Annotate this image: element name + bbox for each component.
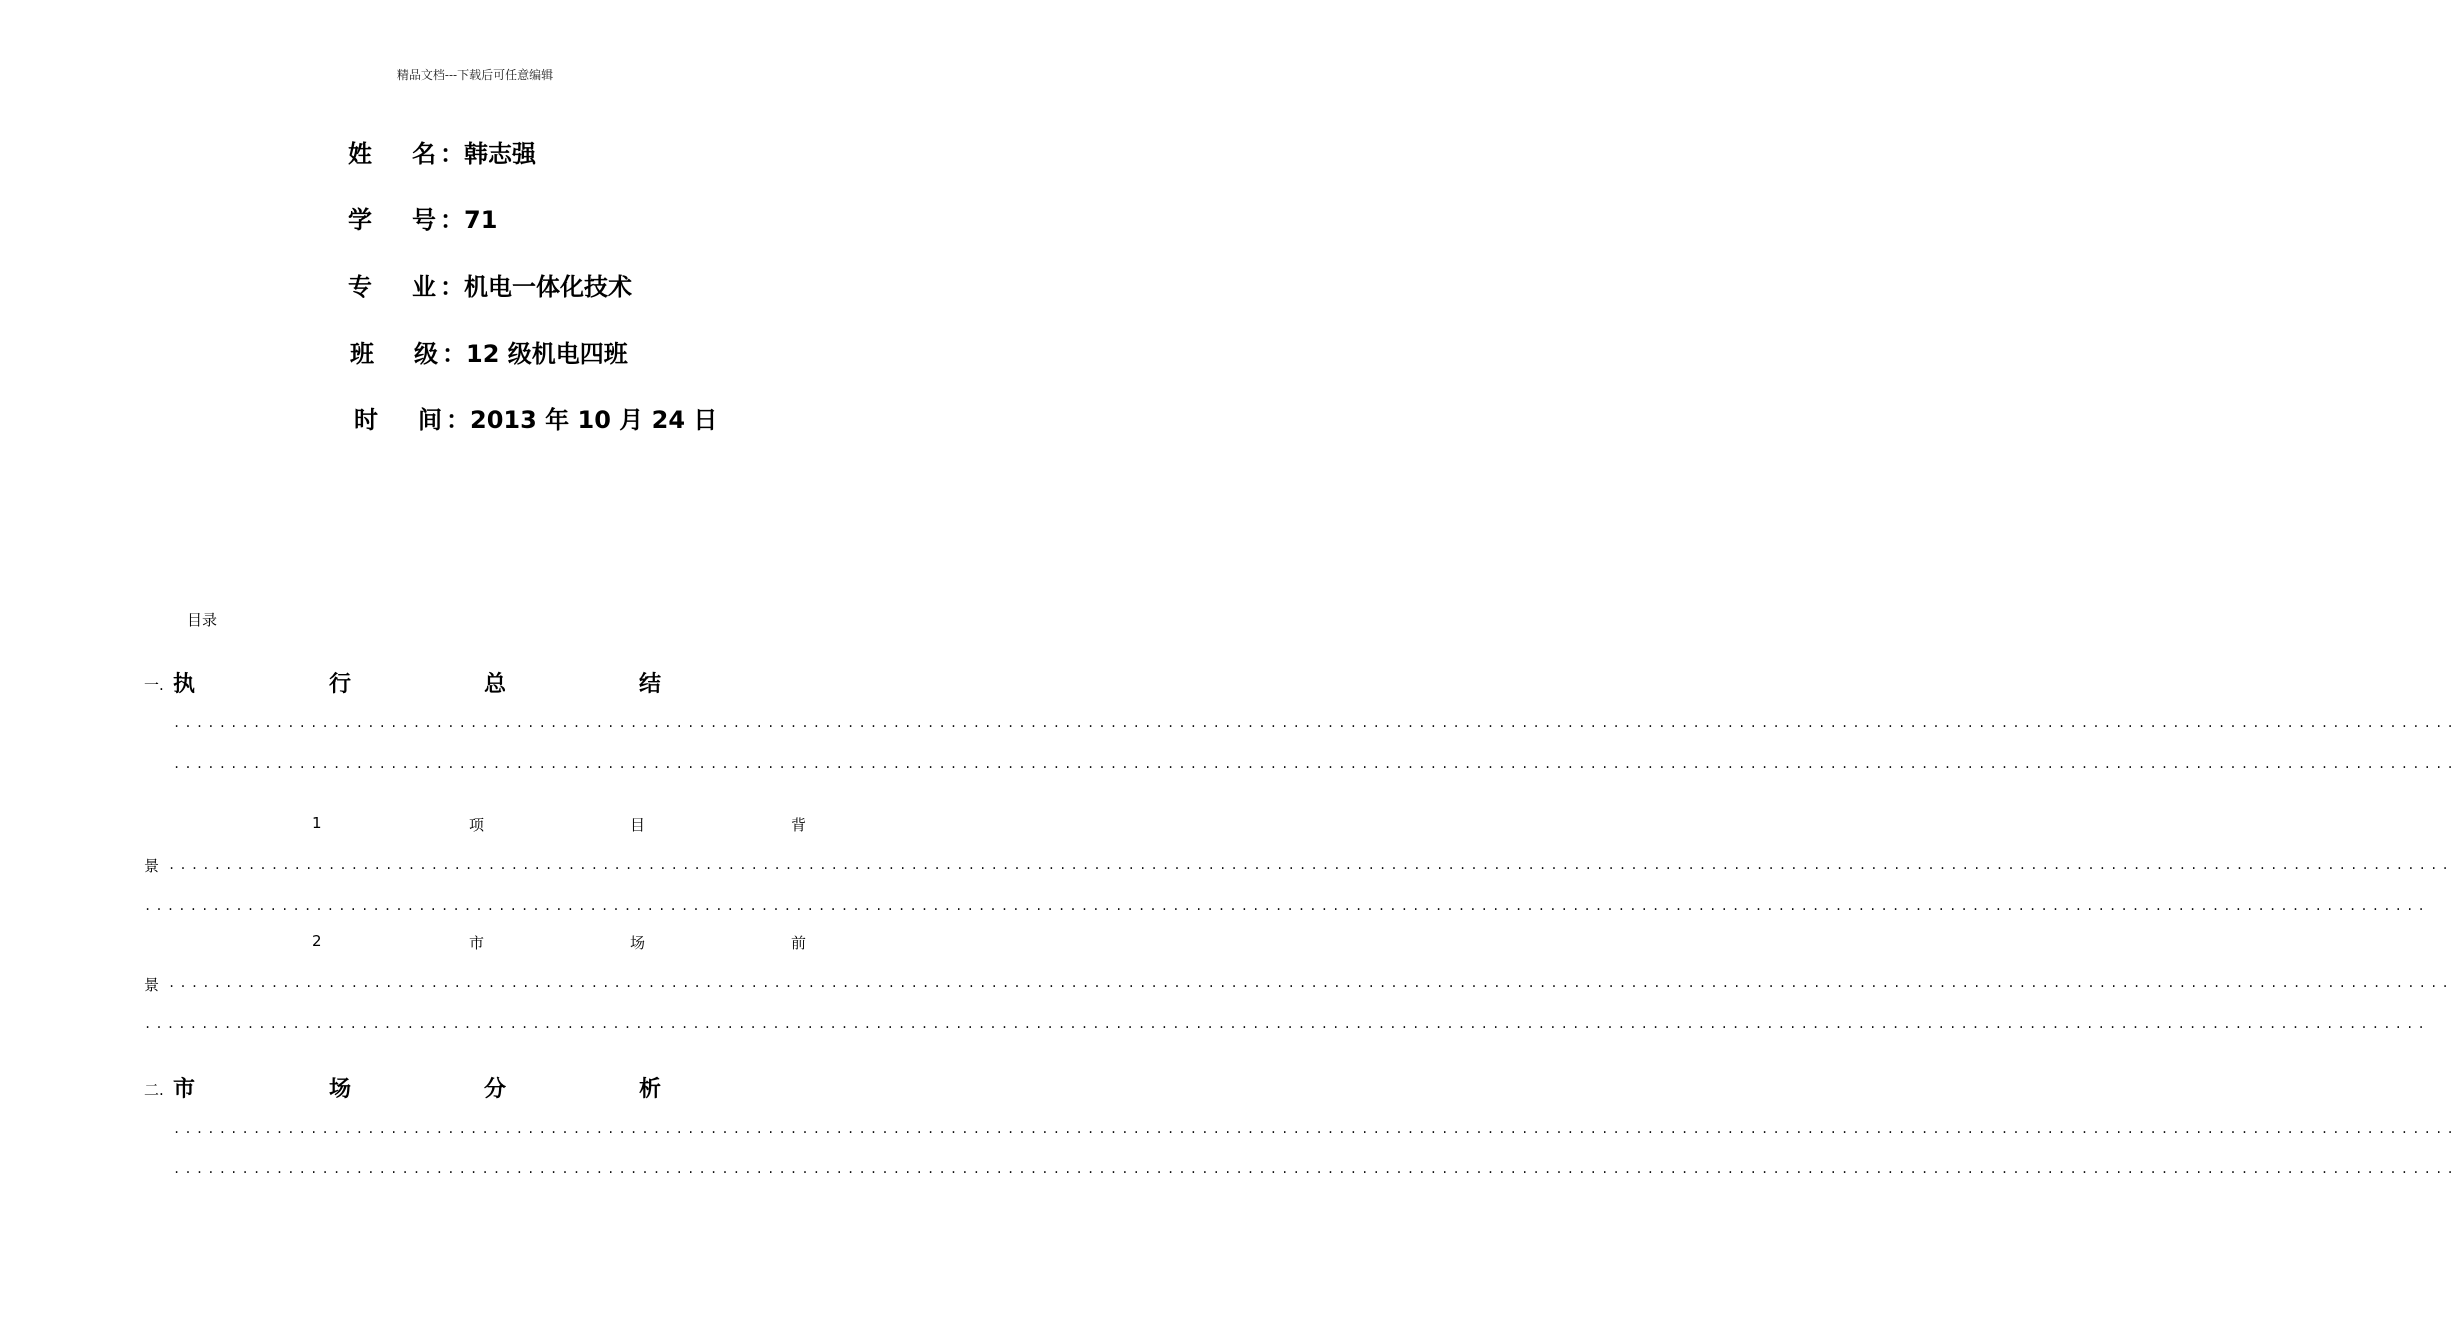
toc-leader-dots: ........................................................................................................................................................................................................ bbox=[168, 858, 2453, 872]
section-char: 结 bbox=[639, 672, 662, 697]
toc-subsection-1[interactable] bbox=[144, 814, 814, 834]
info-key-2: 名 bbox=[412, 140, 436, 168]
info-row-class bbox=[350, 334, 750, 366]
info-key-1: 时 bbox=[354, 406, 378, 434]
info-key-1: 姓 bbox=[348, 140, 372, 168]
subsection-char: 前 bbox=[791, 934, 807, 952]
toc-leader-dots: ........................................................................................................................................................................................................ bbox=[173, 1122, 2458, 1136]
subsection-char: 1 bbox=[312, 814, 322, 832]
toc-leader-dots: ........................................................................................................................................................................................................ bbox=[144, 899, 2429, 913]
info-key-2: 号 bbox=[412, 206, 436, 234]
info-key-1: 专 bbox=[348, 273, 372, 301]
info-key-1: 班 bbox=[350, 340, 374, 368]
subsection-char: 目 bbox=[630, 816, 646, 834]
info-row-date bbox=[354, 400, 754, 432]
subsection-continuation: 景 bbox=[144, 976, 160, 994]
toc-leader-dots: ........................................................................................................................................................................................................ bbox=[168, 976, 2453, 990]
section-number: 二. bbox=[144, 1081, 164, 1099]
toc-subsection-2[interactable] bbox=[144, 932, 814, 952]
section-char: 总 bbox=[484, 672, 507, 697]
section-char: 场 bbox=[329, 1077, 352, 1102]
section-number: 一. bbox=[144, 676, 164, 694]
info-row-student-id bbox=[348, 200, 748, 232]
page-header: 精品文档---下载后可任意编辑 bbox=[396, 68, 554, 82]
section-char: 分 bbox=[484, 1077, 507, 1102]
info-key-2: 业 bbox=[412, 273, 436, 301]
toc-leader-dots: ........................................................................................................................................................................................................ bbox=[144, 1017, 2429, 1031]
section-char: 市 bbox=[173, 1077, 196, 1102]
info-value: ：12 级机电四班 bbox=[442, 340, 628, 368]
info-key-2: 间 bbox=[418, 406, 442, 434]
subsection-char: 场 bbox=[630, 934, 646, 952]
toc-leader-dots: ........................................................................................................................................................................................................ bbox=[173, 1162, 2458, 1176]
toc-leader-dots: ........................................................................................................................................................................................................ bbox=[173, 716, 2458, 730]
info-key-2: 级 bbox=[414, 340, 438, 368]
info-value: ：机电一体化技术 bbox=[440, 273, 632, 301]
info-value: ：2013 年 10 月 24 日 bbox=[446, 406, 718, 434]
subsection-continuation: 景 bbox=[144, 857, 160, 875]
info-value: ：韩志强 bbox=[440, 140, 536, 168]
info-row-name bbox=[348, 134, 748, 166]
toc-title: 目录 bbox=[187, 611, 218, 629]
subsection-char: 背 bbox=[791, 816, 807, 834]
info-key-1: 学 bbox=[348, 206, 372, 234]
toc-leader-dots: ........................................................................................................................................................................................................ bbox=[173, 757, 2458, 771]
toc-section-1[interactable] bbox=[144, 667, 814, 697]
info-row-major bbox=[348, 267, 748, 299]
subsection-char: 市 bbox=[469, 934, 485, 952]
section-char: 行 bbox=[329, 672, 352, 697]
section-char: 执 bbox=[173, 672, 196, 697]
section-char: 析 bbox=[639, 1077, 662, 1102]
subsection-char: 2 bbox=[312, 932, 322, 950]
info-value: ：71 bbox=[440, 206, 498, 234]
subsection-char: 项 bbox=[469, 816, 485, 834]
toc-section-2[interactable] bbox=[144, 1072, 814, 1102]
